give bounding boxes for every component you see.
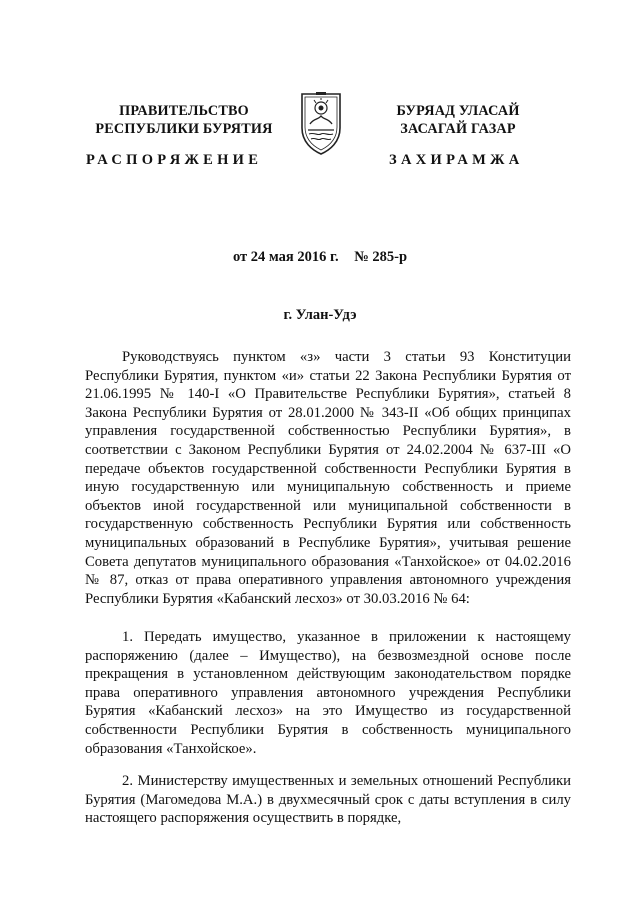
issuer-bua-line1: БУРЯАД УЛАСАЙ xyxy=(396,103,520,119)
document-date: от 24 мая 2016 г. xyxy=(232,249,339,265)
preamble-paragraph: Руководствуясь пунктом «з» части 3 статьи 93 Конституции Республики Бурятия, пунктом «и» статьи 22 Закона Республики Бурятия от 21.06.1995 № 140-I «О Правительстве Республики Бурятия», статьей 8 Закона Республики Бурятия от 28.01.2000 № 343-II «Об общих принципах управления государственной собственностью Республики Бурятия», в соответствии с Законом Республики Бурятия от 24.02.2004 № 637-III «О передаче объектов государственной собственности Республики Бурятия в иную государственную или муниципальную собственность и приеме объектов иной государственной или муниципальной собственности в государственную собственность Республики Бурятия или собственность муниципальных образований в Республике Бурятия», учитывая решение Совета депутатов муниципального образования «Танхойское» от 04.02.2016 № 87, отказ от права оперативного управления автономного учреждения Республики Бурятия «Кабанский лесхоз» от 30.03.2016 № 64: xyxy=(85,349,571,607)
issuer-bua-line2: ЗАСАГАЙ ГАЗАР xyxy=(400,121,516,137)
doc-kind-bua: ЗАХИРАМЖА xyxy=(389,152,524,168)
issuer-ru xyxy=(84,102,284,138)
item-1-paragraph: 1. Передать имущество, указанное в приложении к настоящему распоряжению (далее – Имущество), на безвозмездной основе после прекращения в установленном действующим законодательством порядке права оперативного управления автономного учреждения Республики Бурятия «Кабанский лесхоз» на это Имущество из государственной собственности Республики Бурятия в собственность муниципального образования «Танхойское». xyxy=(85,629,571,757)
preamble-block xyxy=(85,348,571,608)
issuer-bua xyxy=(358,102,558,138)
issuer-ru-line1: ПРАВИТЕЛЬСТВО xyxy=(119,103,249,119)
coat-of-arms-icon xyxy=(296,90,346,156)
date-number-line xyxy=(0,249,640,266)
item-2-block xyxy=(85,772,571,828)
document-number: № 285-р xyxy=(354,249,408,265)
doc-kind-ru: РАСПОРЯЖЕНИЕ xyxy=(86,152,263,168)
item-2-paragraph: 2. Министерству имущественных и земельных отношений Республики Бурятия (Магомедова М.А.) в двухмесячный срок с даты вступления в силу настоящего распоряжения осуществить в порядке, xyxy=(85,773,571,827)
issuer-ru-line2: РЕСПУБЛИКИ БУРЯТИЯ xyxy=(95,121,273,137)
place-of-issue: г. Улан-Удэ xyxy=(283,307,357,323)
item-1-block xyxy=(85,628,571,758)
